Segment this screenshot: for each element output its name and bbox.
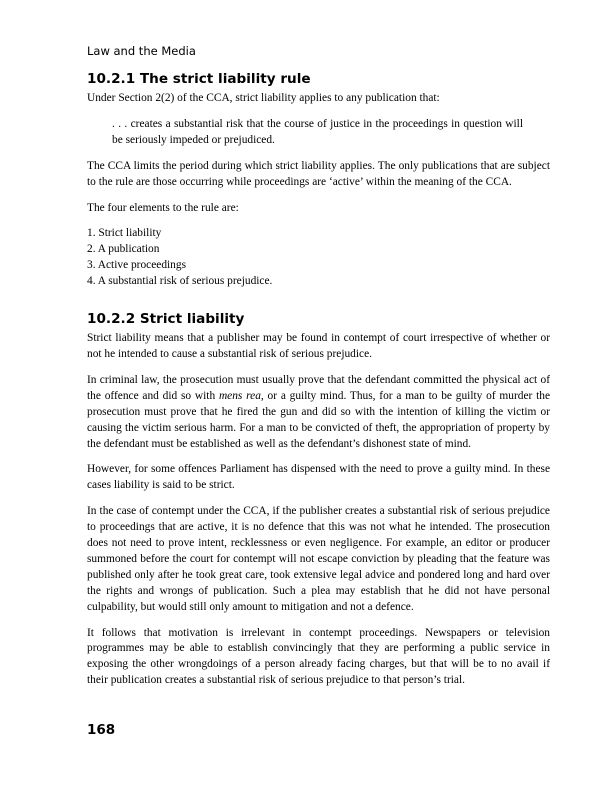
text-run: In criminal law, the prosecution must usually prove that the defendant committed the physical act of the offence and did so with [87, 373, 550, 402]
text-run: , or a guilty mind. Thus, for a man to be guilty of murder the prosecution must prove that he fired the gun and did so with the intention of killing the victim or causing the victim serious harm. For a man to be convicted of theft, the appropriation of property by the defendant must be established as well as the defendant’s dishonest state of mind. [87, 389, 550, 450]
list-item: 3. Active proceedings [87, 259, 187, 272]
running-head: Law and the Media [87, 44, 196, 58]
paragraph-motivation: It follows that motivation is irrelevant in contempt proceedings. Newspapers or television programmes may be able to establish convincingly that they are performing a public service in exposing the other wrongdoings of a person already facing charges, but that will be to no avail if their publication creates a substantial risk of serious prejudice to that person’s trial. [87, 626, 550, 687]
list-item: 1. Strict liability [87, 227, 162, 240]
paragraph-contempt: In the case of contempt under the CCA, if the publisher creates a substantial risk of serious prejudice to proceedings that are active, it is no defence that this was not what he intended. The prosecution does not need to prove intent, recklessness or even negligence. For example, an editor or producer summoned before the court for contempt will not escape conviction by pleading that the feature was published only after he took great care, took extensive legal advice and pondered long and hard over the rights and wrongs of publication. Such a plea may establish that he did not have personal culpability, but would still only amount to mitigation and not a defence. [87, 505, 550, 613]
page-number: 168 [87, 722, 116, 738]
paragraph-four-elements: The four elements to the rule are: [87, 201, 239, 214]
section-heading-strict-liability: 10.2.2 Strict liability [87, 311, 245, 328]
list-item: 2. A publication [87, 243, 160, 256]
page-body [87, 66, 550, 699]
paragraph-parliament: However, for some offences Parliament has dispensed with the need to prove a guilty mind. In these cases liability is said to be strict. [87, 463, 550, 492]
paragraph-criminal-law [87, 373, 550, 453]
paragraph-definition: Strict liability means that a publisher may be found in contempt of court irrespective of whether or not he intended to cause a substantial risk of serious prejudice. [87, 332, 550, 360]
intro-paragraph: Under Section 2(2) of the CCA, strict liability applies to any publication that: [87, 92, 440, 104]
paragraph-period: The CCA limits the period during which strict liability applies. The only publications that are subject to the rule are those occurring while proceedings are ‘active’ within the meaning of the CCA. [87, 159, 550, 188]
statute-quote: . . . creates a substantial risk that the course of justice in the proceedings in question will be seriously impeded or prejudiced. [112, 117, 523, 146]
elements-list [87, 226, 550, 290]
italic-term: mens rea [218, 389, 261, 402]
list-item: 4. A substantial risk of serious prejudice. [87, 275, 273, 288]
section-heading-strict-liability-rule: 10.2.1 The strict liability rule [87, 71, 311, 87]
